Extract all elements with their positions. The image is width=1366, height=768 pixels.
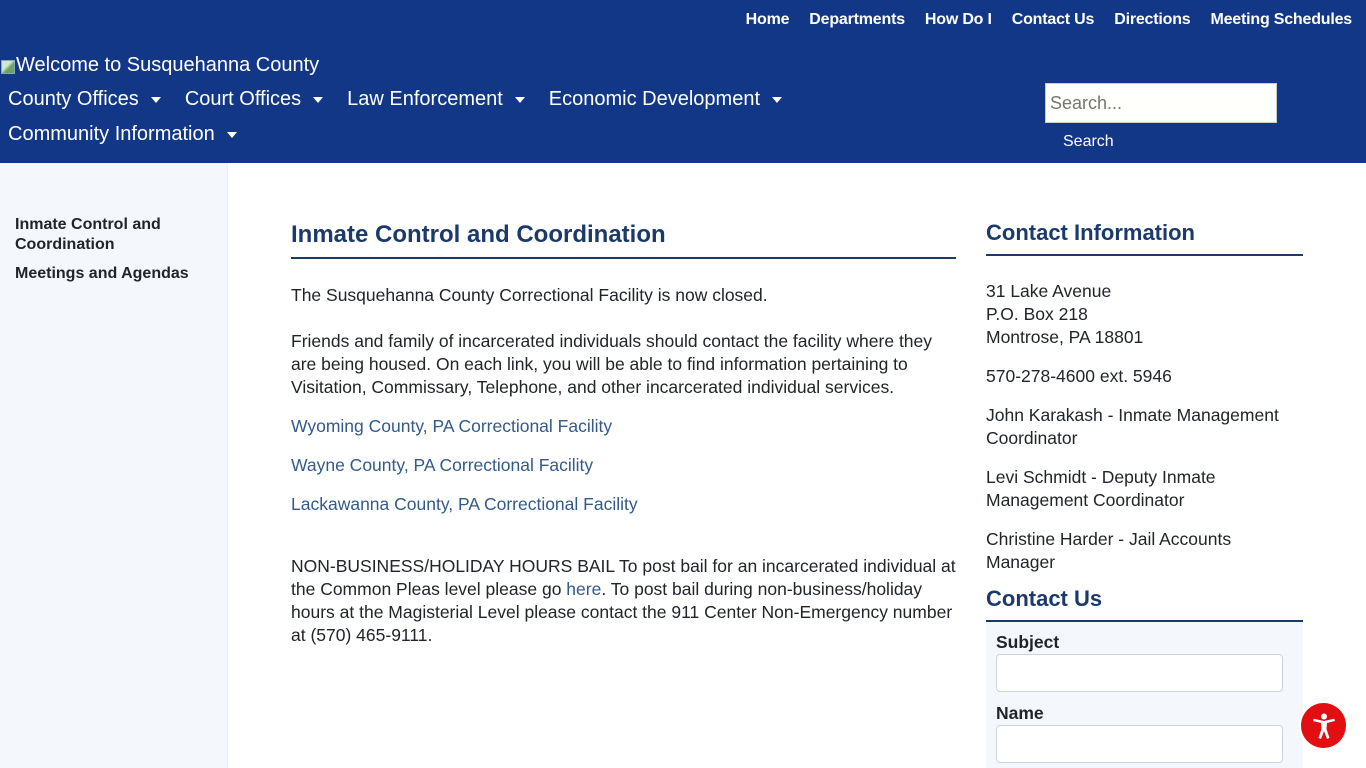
top-link-directions[interactable]: Directions — [1114, 11, 1191, 28]
staff-entry: Christine Harder - Jail Accounts Manager — [986, 529, 1232, 572]
utility-nav — [726, 11, 1352, 29]
name-label: Name — [996, 703, 1044, 723]
top-link-contact-us[interactable]: Contact Us — [1011, 11, 1095, 28]
accessibility-person-icon — [1309, 711, 1339, 741]
main-content — [291, 163, 956, 647]
search-input[interactable] — [1045, 83, 1277, 123]
link-lackawanna-facility[interactable]: Lackawanna County, PA Correctional Facility — [291, 494, 638, 514]
subject-input[interactable] — [996, 654, 1283, 692]
family-info: Friends and family of incarcerated individuals should contact the facility where they are being housed. On each link, you will be able to find information pertaining to Visitation, Commissary, Telephone, and other incarcerated individual services. — [291, 331, 933, 397]
subject-label: Subject — [996, 632, 1060, 652]
contact-form — [986, 622, 1303, 768]
bail-info — [291, 555, 956, 647]
top-link-meeting-schedules[interactable]: Meeting Schedules — [1210, 11, 1352, 28]
nav-court-offices[interactable] — [185, 88, 323, 111]
search-button[interactable]: Search — [1063, 133, 1114, 150]
broken-image-icon — [0, 58, 16, 74]
caret-down-icon — [151, 97, 161, 103]
main-nav — [8, 88, 828, 146]
link-wyoming-facility[interactable]: Wyoming County, PA Correctional Facility — [291, 416, 613, 436]
top-link-departments[interactable]: Departments — [809, 11, 905, 28]
address — [986, 280, 1303, 349]
caret-down-icon — [515, 97, 525, 103]
site-header — [0, 0, 1366, 163]
nav-law-enforcement[interactable] — [347, 88, 525, 111]
closed-notice: The Susquehanna County Correctional Facility is now closed. — [291, 285, 768, 305]
caret-down-icon — [313, 97, 323, 103]
sidebar — [0, 163, 228, 768]
nav-community-information[interactable] — [8, 123, 237, 146]
facility-links — [291, 415, 956, 516]
nav-label: Court Offices — [184, 88, 302, 110]
link-wayne-facility[interactable]: Wayne County, PA Correctional Facility — [291, 455, 594, 475]
caret-down-icon — [772, 97, 782, 103]
nav-label: County Offices — [8, 88, 139, 110]
address-line: Montrose, PA 18801 — [986, 327, 1144, 347]
bail-text-before: NON-BUSINESS/HOLIDAY HOURS BAIL To post bail for an incarcerated individual at the Common Pleas level please go — [291, 556, 956, 599]
address-line: 31 Lake Avenue — [986, 281, 1112, 301]
contact-info-title: Contact Information — [986, 220, 1303, 256]
nav-county-offices[interactable] — [8, 88, 161, 111]
nav-economic-development[interactable] — [549, 88, 782, 111]
staff-entry: John Karakash - Inmate Management Coordinator — [986, 405, 1279, 448]
sidebar-item-meetings-agendas[interactable]: Meetings and Agendas — [15, 265, 189, 282]
caret-down-icon — [227, 132, 237, 138]
accessibility-button[interactable] — [1301, 703, 1346, 748]
address-line: P.O. Box 218 — [986, 304, 1088, 324]
name-input[interactable] — [996, 725, 1283, 763]
bail-text-after: . To post bail during non-business/holiday hours at the Magisterial Level please contact the 911 Center Non-Emergency number at (570) 465-9111. — [291, 579, 953, 645]
phone-number: 570-278-4600 ext. 5946 — [986, 366, 1172, 386]
sidebar-item-inmate-control[interactable]: Inmate Control and Coordination — [15, 216, 161, 253]
site-logo[interactable] — [0, 54, 319, 77]
page-title: Inmate Control and Coordination — [291, 221, 956, 259]
bail-here-link[interactable]: here — [566, 579, 602, 599]
contact-us-title: Contact Us — [986, 586, 1303, 622]
nav-label: Law Enforcement — [347, 88, 503, 110]
contact-column — [986, 163, 1303, 768]
nav-label: Economic Development — [548, 88, 761, 110]
top-link-how-do-i[interactable]: How Do I — [924, 11, 992, 28]
top-link-home[interactable]: Home — [745, 11, 790, 28]
nav-label: Community Information — [8, 123, 215, 145]
staff-entry: Levi Schmidt - Deputy Inmate Management Coordinator — [986, 467, 1216, 510]
logo-alt-text: Welcome to Susquehanna County — [16, 54, 320, 76]
